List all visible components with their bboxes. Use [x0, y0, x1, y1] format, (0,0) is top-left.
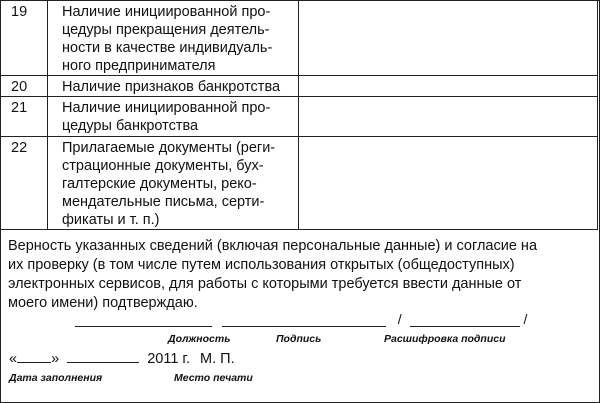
row-label-line: Наличие признаков банкротства — [62, 79, 281, 95]
row-number: 19 — [11, 4, 28, 20]
row-label-line: Наличие инициированной про- — [62, 4, 271, 20]
row-number: 20 — [11, 79, 28, 95]
signature-row — [75, 311, 527, 327]
row-number-cell — [1, 97, 48, 137]
year-text: 2011 г. — [147, 351, 190, 367]
row-label-cell — [48, 76, 299, 97]
row-value-cell[interactable] — [299, 76, 598, 97]
slash-separator: / — [397, 311, 402, 327]
position-field[interactable] — [75, 312, 212, 327]
signature-caption: Подпись — [276, 333, 322, 345]
row-number-cell — [1, 1, 48, 76]
stamp-caption: Место печати — [174, 372, 253, 384]
row-label-line: цедуры прекращения деятель- — [62, 22, 270, 38]
row-label-line: ного предпринимателя — [62, 58, 216, 74]
row-number: 21 — [11, 100, 28, 116]
row-label-line: фикаты и т. п.) — [62, 212, 160, 228]
table-row — [1, 76, 598, 97]
month-field[interactable] — [67, 350, 139, 363]
declaration-line: Верность указанных сведений (включая персональные данные) и согласие на — [8, 238, 538, 254]
row-label-line: ности в качестве индивидуаль- — [62, 40, 273, 56]
row-label-cell — [48, 97, 299, 137]
row-number-cell — [1, 137, 48, 230]
row-number-cell — [1, 76, 48, 97]
table-row — [1, 1, 598, 76]
declaration-text — [8, 237, 537, 313]
row-number: 22 — [11, 140, 28, 156]
decoding-field[interactable] — [410, 312, 520, 327]
decoding-caption: Расшифровка подписи — [384, 333, 506, 345]
row-value-cell[interactable] — [299, 1, 598, 76]
row-label-cell — [48, 1, 299, 76]
row-label-line: страционные документы, бух- — [62, 158, 264, 174]
declaration-line: их проверку (в том числе путем использования открытых (общедоступных) — [8, 257, 515, 273]
row-label-cell — [48, 137, 299, 230]
declaration-line: моего имени) подтверждаю. — [8, 295, 198, 311]
date-row — [9, 350, 235, 367]
table-row — [1, 97, 598, 137]
row-label-line: Наличие инициированной про- — [62, 100, 271, 116]
row-label-line: цедуры банкротства — [62, 118, 199, 134]
slash-separator: / — [523, 311, 528, 327]
row-label-line: галтерские документы, реко- — [62, 176, 257, 192]
row-label-line: Прилагаемые документы (реги- — [62, 140, 276, 156]
open-quote: « — [9, 351, 18, 367]
date-caption: Дата заполнения — [9, 372, 103, 384]
position-caption: Должность — [168, 333, 231, 345]
table-row — [1, 137, 598, 230]
day-field[interactable] — [17, 350, 51, 363]
close-quote: » — [51, 351, 60, 367]
declaration-line: электронных сервисов, для работы с которыми требуется ввести данные от — [8, 276, 522, 292]
row-value-cell[interactable] — [299, 97, 598, 137]
stamp-text: М. П. — [200, 351, 235, 367]
row-value-cell[interactable] — [299, 137, 598, 230]
signature-field[interactable] — [222, 312, 386, 327]
row-label-line: мендательные письма, серти- — [62, 194, 265, 210]
